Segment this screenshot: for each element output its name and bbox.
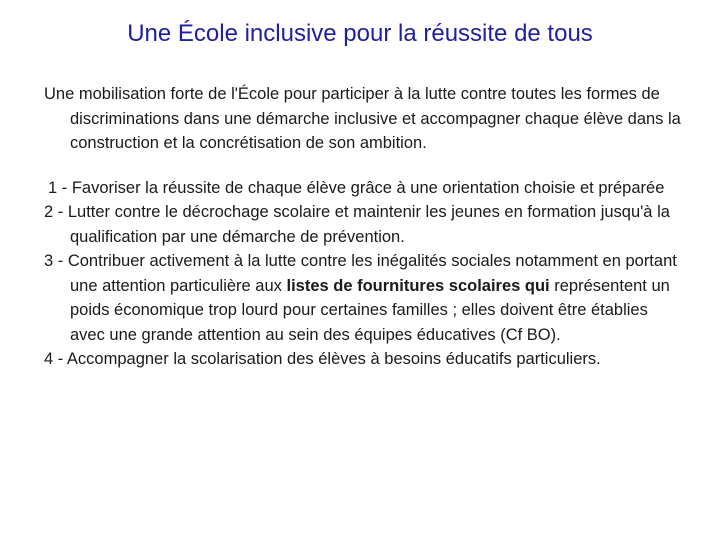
list-item-3-text-start: 3 - Contribuer activement à la lutte contre les inégalités sociales notamment en portant une attention particulière aux [44,252,677,295]
list-item-3 [44,249,684,347]
slide-body [44,82,684,372]
list-item-2: 2 - Lutter contre le décrochage scolaire et maintenir les jeunes en formation jusqu'à la qualification par une démarche de prévention. [44,203,670,246]
list-item-3-text-end: représentent un poids économique trop lourd pour certaines familles ; elles doivent être établies avec une grande attention au sein des équipes éducatives (Cf BO). [70,276,670,344]
intro-paragraph: Une mobilisation forte de l'École pour participer à la lutte contre toutes les formes de discriminations dans une démarche inclusive et accompagner chaque élève dans la construction et la concrétisation de son ambition. [44,85,681,152]
list-item-3-bold-text: listes de fournitures scolaires qui [286,276,550,295]
list-item-4: 4 - Accompagner la scolarisation des élèves à besoins éducatifs particuliers. [44,350,601,368]
list-item-1: 1 - Favoriser la réussite de chaque élève grâce à une orientation choisie et préparée [48,178,665,197]
slide-title: Une École inclusive pour la réussite de tous [127,20,593,47]
